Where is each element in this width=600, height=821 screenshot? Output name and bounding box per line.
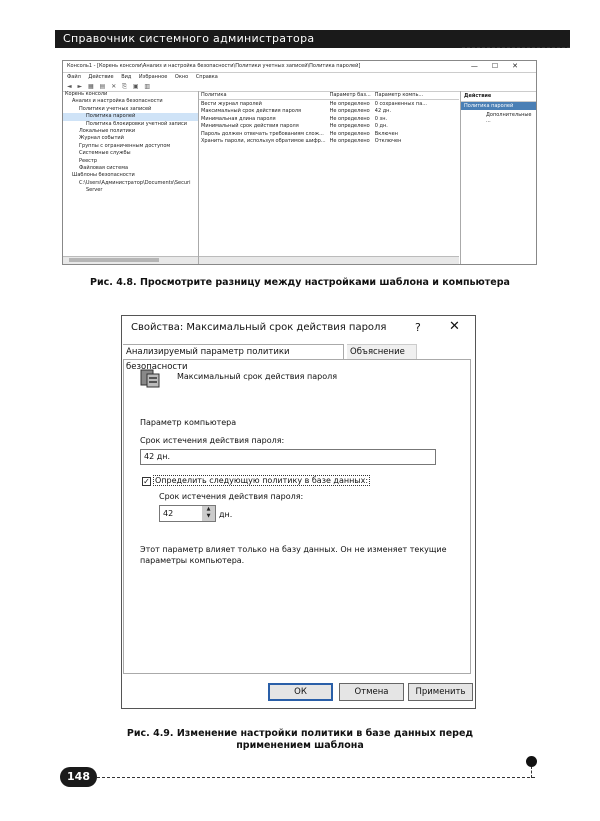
window-controls-icon[interactable]: —☐✕ (470, 62, 532, 70)
menu-file[interactable]: Файл (67, 74, 81, 80)
tree-node[interactable]: Локальные политики (79, 128, 136, 135)
properties-dialog (121, 315, 476, 709)
menu-view[interactable]: Вид (121, 74, 132, 80)
footer-rule (97, 777, 535, 778)
table-row[interactable] (199, 123, 459, 131)
stepper-arrows-icon[interactable]: ▲ ▼ (202, 506, 215, 521)
tree-node[interactable]: Server (86, 187, 103, 194)
ok-button[interactable]: ОК (268, 683, 333, 701)
policy-table (199, 91, 459, 145)
menu-action[interactable]: Действие (88, 74, 114, 80)
note-line-2: параметры компьютера. (140, 556, 245, 565)
menu-window[interactable]: Окно (174, 74, 189, 80)
tree-node[interactable]: Анализ и настройка безопасности (72, 98, 163, 105)
menu-help[interactable]: Справка (195, 74, 218, 80)
mmc-menubar (63, 73, 536, 82)
table-row[interactable] (199, 100, 459, 108)
mmc-title: Консоль1 - [Корень консоли\Анализ и настройка безопасности\Политики учетных записей\Политика паролей] (67, 63, 361, 69)
table-cell: Не определено (329, 115, 370, 122)
page-number: 148 (60, 767, 97, 787)
table-row[interactable] (199, 138, 459, 146)
tree-node[interactable]: Политика блокировки учетной записи (86, 120, 188, 127)
computer-setting-label: Параметр компьютера (140, 418, 237, 427)
tree-node[interactable]: Политика паролей (63, 113, 198, 120)
table-cell: Не определено (329, 138, 370, 144)
table-row[interactable] (199, 130, 459, 138)
running-header (55, 30, 570, 48)
tree-node[interactable]: Шаблоны безопасности (72, 172, 135, 179)
expiry-label: Срок истечения действия пароля: (140, 436, 285, 445)
table-row[interactable] (199, 108, 459, 116)
menu-favorites[interactable]: Избранное (138, 74, 168, 80)
list-scrollbar[interactable] (199, 256, 459, 264)
tree-node[interactable]: Корень консоли (65, 91, 108, 97)
table-cell: Максимальный срок действия пароля (201, 108, 302, 114)
tree-node[interactable]: Системные службы (79, 150, 131, 157)
actions-header: Действие (461, 91, 536, 102)
tab-security-setting[interactable]: Анализируемый параметр политики безопасности (123, 344, 344, 359)
apply-button[interactable]: Применить (408, 683, 473, 701)
table-cell: Не определено (329, 130, 370, 137)
table-row[interactable] (199, 115, 459, 123)
policy-list (199, 91, 459, 264)
table-cell: 42 дн. (374, 108, 392, 114)
mmc-toolbar-icons[interactable]: ◄ ► ▦ ▤ ✕ ⎘ ▣ ▥ (63, 82, 536, 92)
db-expiry-unit: дн. (219, 510, 233, 519)
db-expiry-stepper[interactable]: 42 (159, 505, 216, 522)
header-rule (462, 47, 570, 48)
figure-caption-4-9-line1: Рис. 4.9. Изменение настройки политики в базе данных перед (126, 728, 474, 739)
policy-name: Максимальный срок действия пароля (177, 372, 338, 381)
note-line-1: Этот параметр влияет только на базу данных. Он не изменяет текущие (140, 545, 447, 554)
table-cell: Пароль должен отвечать требованиям слож... (201, 130, 324, 137)
footer-dot-icon (526, 756, 537, 767)
close-icon[interactable]: ✕ (449, 319, 460, 334)
define-policy-checkbox[interactable] (142, 477, 151, 486)
table-cell: Отключен (374, 138, 402, 144)
db-expiry-label: Срок истечения действия пароля: (159, 492, 304, 501)
cancel-button[interactable]: Отмена (339, 683, 404, 701)
table-cell: Не определено (329, 100, 370, 107)
mmc-console-screenshot (62, 60, 537, 265)
figure-caption-4-9-line2: применением шаблона (236, 740, 364, 751)
table-cell: Не определено (329, 108, 370, 114)
table-cell: Хранить пароли, используя обратимое шифр... (201, 138, 326, 144)
col-computer-setting[interactable]: Параметр компь... (373, 91, 459, 100)
define-policy-label[interactable]: Определить следующую политику в базе данных: (155, 476, 369, 485)
tree-node[interactable]: C:\Users\Администратор\Documents\Securi (79, 179, 191, 186)
table-cell: 0 сохраненных па... (374, 100, 428, 107)
table-cell: Включен (374, 130, 398, 137)
tree-scrollbar[interactable] (63, 256, 198, 264)
tree-node[interactable]: Политики учетных записей (79, 105, 152, 112)
console-tree (63, 91, 199, 264)
actions-pane (460, 91, 536, 264)
tree-node[interactable]: Группы с ограниченным доступом (79, 142, 171, 149)
table-cell: Минимальный срок действия пароля (201, 123, 299, 129)
table-cell: 0 дн. (374, 123, 388, 129)
actions-more[interactable]: Дополнительные ... (486, 112, 532, 124)
help-icon[interactable]: ? (415, 321, 421, 334)
footer-stem (531, 766, 532, 778)
col-db-setting[interactable]: Параметр баз... (329, 92, 371, 98)
figure-caption-4-8: Рис. 4.8. Просмотрите разницу между настройками шаблона и компьютера (90, 277, 510, 288)
tab-explain[interactable]: Объяснение (347, 344, 417, 359)
tree-node[interactable]: Журнал событий (79, 135, 124, 142)
actions-selected[interactable]: Политика паролей (461, 102, 536, 110)
check-icon: ✓ (143, 477, 150, 486)
table-cell: Не определено (329, 123, 370, 129)
col-policy[interactable]: Политика (199, 91, 328, 100)
tree-node[interactable]: Файловая система (79, 165, 129, 172)
expiry-field: 42 дн. (140, 449, 436, 465)
table-cell: Вести журнал паролей (201, 100, 262, 107)
running-header-title: Справочник системного администратора (63, 32, 315, 45)
dialog-title: Свойства: Максимальный срок действия пароля (131, 322, 387, 333)
mmc-titlebar (63, 61, 536, 73)
table-cell: Минимальная длина пароля (201, 115, 276, 122)
tree-node[interactable]: Реестр (79, 157, 98, 164)
table-cell: 0 зн. (374, 115, 388, 122)
